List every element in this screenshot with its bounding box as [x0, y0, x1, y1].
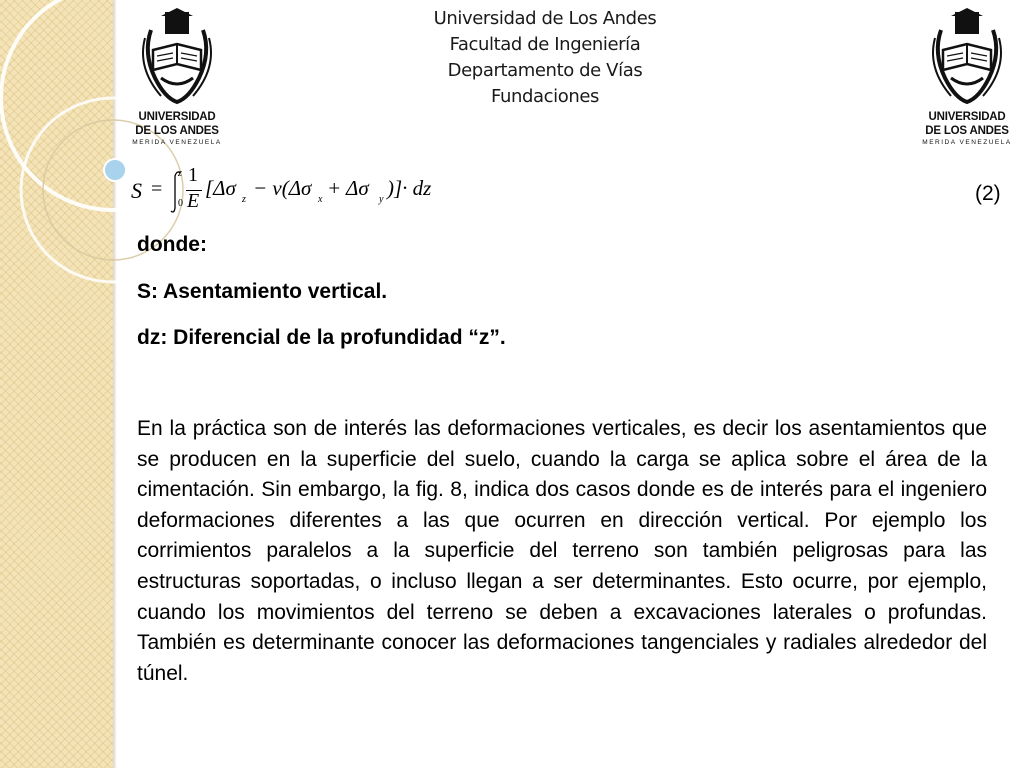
- subscript-x: x: [318, 194, 323, 205]
- fraction-denominator: E: [187, 190, 200, 212]
- subscript-z: z: [242, 194, 246, 205]
- university-crest-icon: [131, 8, 223, 108]
- definition-s: S: Asentamiento vertical.: [137, 280, 388, 303]
- integral-lower-limit: 0: [178, 198, 183, 209]
- formula-body-start: [Δσ: [205, 176, 236, 200]
- faculty-name: Facultad de Ingeniería: [449, 34, 641, 55]
- decorative-side-band: [0, 0, 113, 768]
- fraction-numerator: 1: [188, 164, 198, 186]
- equation-number: (2): [975, 182, 1001, 205]
- logo-text-line3: MERIDA VENEZUELA: [922, 139, 1012, 146]
- logo-text-line2: DE LOS ANDES: [925, 125, 1009, 137]
- formula-minus-nu: − ν(Δσ: [253, 176, 312, 200]
- logo-text-line2: DE LOS ANDES: [135, 125, 219, 137]
- formula-close: )]· dz: [387, 176, 432, 200]
- course-name: Fundaciones: [490, 86, 599, 107]
- logo-text-line3: MERIDA VENEZUELA: [132, 139, 222, 146]
- integral-upper-limit: z: [178, 168, 182, 179]
- logo-text-line1: UNIVERSIDAD: [138, 111, 216, 123]
- formula-lhs: S: [131, 178, 142, 203]
- band-shadow: [113, 0, 117, 768]
- subscript-y: y: [379, 194, 384, 205]
- definition-dz: dz: Diferencial de la profundidad “z”.: [137, 326, 506, 349]
- header-block: [330, 6, 760, 110]
- settlement-formula: [131, 164, 451, 218]
- university-name: Universidad de Los Andes: [433, 8, 657, 29]
- definitions-intro: donde:: [137, 233, 207, 256]
- university-logo-left: [131, 8, 223, 156]
- university-crest-icon: [921, 8, 1013, 108]
- department-name: Departamento de Vías: [447, 60, 643, 81]
- formula-equals: =: [151, 178, 163, 200]
- body-paragraph: En la práctica son de interés las deformaciones verticales, es decir los asentamientos que se producen en la superficie del suelo, cuando la carga se aplica sobre el área de la cimentación. Sin embargo, la fig. 8, indica dos casos donde es de interés para el ingeniero deformaciones diferentes a las que ocurren en dirección vertical. Por ejemplo los corrimientos paralelos a la superficie del terreno son también peligrosas para las estructuras soportadas, o incluso llegan a ser determinantes. Esto ocurre, por ejemplo, cuando los movimientos del terreno se deben a excavaciones laterales o profundas. También es determinante conocer las deformaciones tangenciales y radiales alrededor del túnel.: [137, 417, 987, 685]
- logo-text-line1: UNIVERSIDAD: [928, 111, 1006, 123]
- formula-plus: + Δσ: [327, 176, 369, 200]
- university-logo-right: [921, 8, 1013, 156]
